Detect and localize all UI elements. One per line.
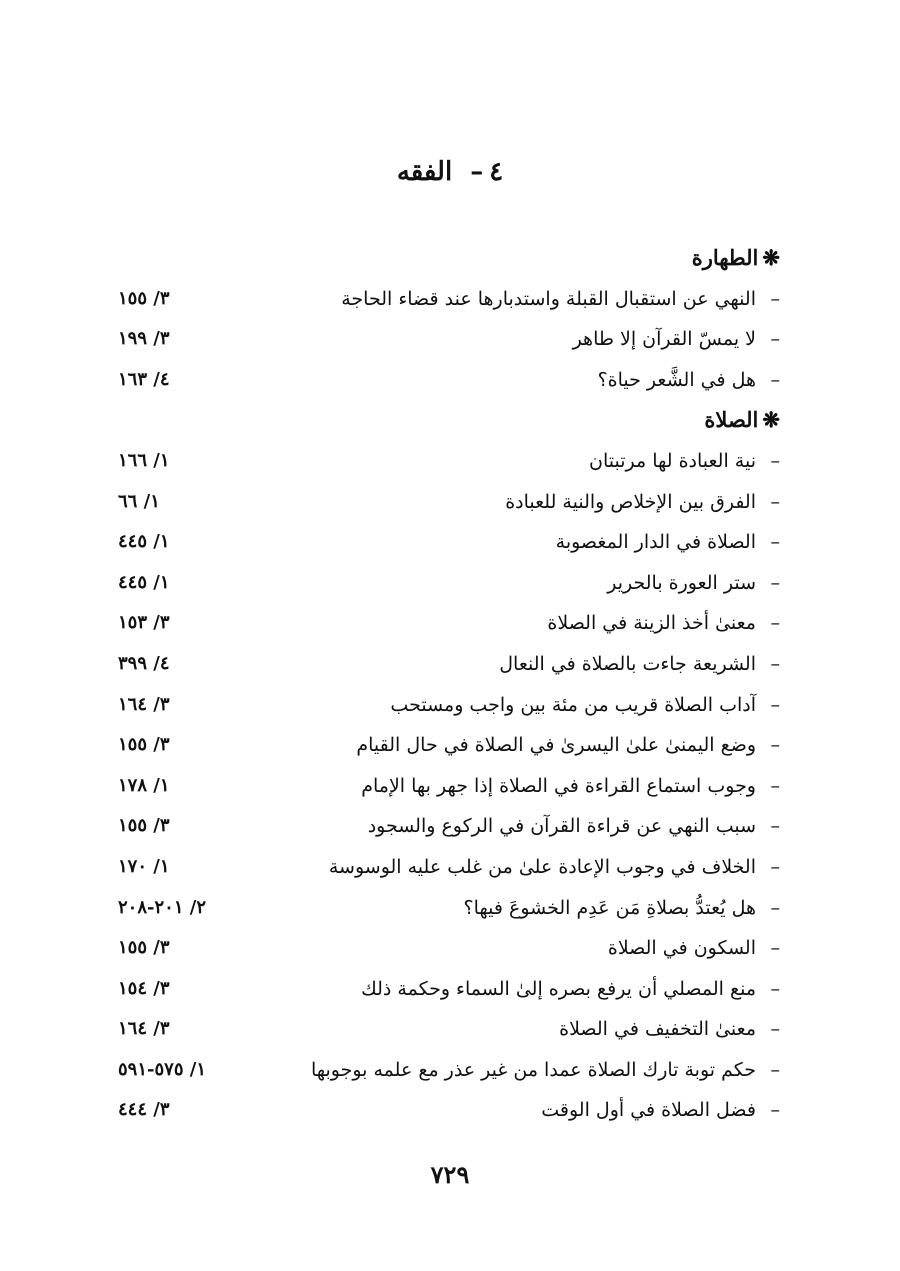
entry-text: السكون في الصلاة [607,937,756,960]
entry-reference: ٢/ ٢٠١-٢٠٨ [118,896,207,918]
entry-reference: ٣/ ١٥٤ [118,977,170,999]
chapter-title [0,152,900,192]
entry-reference: ٣/ ١٩٩ [118,328,170,350]
entry-dash: – [770,815,780,838]
index-entry [118,766,780,807]
entry-dash: – [770,774,780,797]
entry-reference: ٤/ ١٦٣ [118,368,170,390]
entry-reference: ١/ ١٦٦ [118,449,170,471]
entry-reference: ١/ ١٧٠ [118,855,170,877]
entry-dash: – [770,1018,780,1041]
chapter-number: ٤ [489,157,504,187]
index-entry [118,279,780,320]
index-entry [118,522,780,563]
entry-dash: – [770,531,780,554]
entry-reference: ٣/ ١٦٤ [118,693,170,715]
entry-reference: ٣/ ٤٤٤ [118,1099,170,1121]
entry-reference: ٤/ ٣٩٩ [118,652,170,674]
entry-text: فضل الصلاة في أول الوقت [541,1099,756,1122]
entry-reference: ٣/ ١٥٣ [118,612,170,634]
index-entry [118,482,780,523]
index-entry [118,563,780,604]
entry-reference: ٣/ ١٥٥ [118,815,170,837]
entry-dash: – [770,328,780,351]
index-entry [118,319,780,360]
entry-dash: – [770,652,780,675]
entry-text: الصلاة في الدار المغصوبة [555,531,756,554]
index-entry [118,360,780,401]
entry-dash: – [770,1099,780,1122]
entry-dash: – [770,937,780,960]
page-number: ٧٢٩ [430,1160,470,1189]
entry-text: الفرق بين الإخلاص والنية للعبادة [505,490,756,513]
index-entry [118,1090,780,1131]
index-entry [118,603,780,644]
entry-text: هل يُعتدُّ بصلاةِ مَن عَدِم الخشوعَ فيها؟ [463,896,756,919]
entry-text: آداب الصلاة قريب من مئة بين واجب ومستحب [390,693,756,716]
entry-dash: – [770,896,780,919]
entry-reference: ١/ ٤٤٥ [118,571,170,593]
entry-dash: – [770,449,780,472]
entry-text: حكم توبة تارك الصلاة عمدا من غير عذر مع علمه بوجوبها [310,1058,756,1081]
entry-dash: – [770,693,780,716]
entry-reference: ١/ ٤٤٥ [118,531,170,553]
index-entry [118,888,780,929]
entry-text: معنىٰ التخفيف في الصلاة [559,1018,756,1041]
entry-text: سبب النهي عن قراءة القرآن في الركوع والسجود [367,815,756,838]
chapter-name: الفقه [396,157,453,187]
section-heading-text: الطهارة [691,245,759,270]
section-heading [118,400,780,441]
entry-text: الشريعة جاءت بالصلاة في النعال [499,652,756,675]
entry-text: نية العبادة لها مرتبتان [589,449,756,472]
index-entry [118,1050,780,1091]
entry-reference: ١/ ١٧٨ [118,774,170,796]
chapter-dash: – [470,157,484,187]
entry-dash: – [770,1058,780,1081]
entry-dash: – [770,734,780,757]
entry-reference: ٣/ ١٥٥ [118,287,170,309]
entry-text: لا يمسّ القرآن إلا طاهر [572,328,756,351]
entry-reference: ١/ ٥٧٥-٥٩١ [118,1058,207,1080]
entry-text: معنىٰ أخذ الزينة في الصلاة [547,612,756,635]
entry-text: وضع اليمنىٰ علىٰ اليسرىٰ في الصلاة في حال القيام [356,734,756,757]
entry-text: منع المصلي أن يرفع بصره إلىٰ السماء وحكمة ذلك [361,977,756,1000]
index-list [118,238,780,1131]
index-entry [118,644,780,685]
index-entry [118,806,780,847]
entry-dash: – [770,977,780,1000]
entry-reference: ٣/ ١٥٥ [118,937,170,959]
index-entry [118,1009,780,1050]
entry-text: ستر العورة بالحرير [607,571,756,594]
entry-reference: ١/ ٦٦ [118,490,160,512]
index-entry [118,969,780,1010]
entry-text: النهي عن استقبال القبلة واستدبارها عند قضاء الحاجة [341,287,756,310]
asterisk-icon: ❋ [762,245,780,270]
entry-text: هل في الشَّعر حياة؟ [597,368,756,391]
entry-reference: ٣/ ١٦٤ [118,1018,170,1040]
entry-dash: – [770,612,780,635]
index-entry [118,685,780,726]
entry-dash: – [770,490,780,513]
index-entry [118,725,780,766]
entry-text: الخلاف في وجوب الإعادة علىٰ من غلب عليه الوسوسة [328,855,756,878]
index-entry [118,928,780,969]
entry-reference: ٣/ ١٥٥ [118,734,170,756]
index-entry [118,441,780,482]
entry-dash: – [770,287,780,310]
entry-dash: – [770,855,780,878]
entry-dash: – [770,368,780,391]
asterisk-icon: ❋ [762,407,780,433]
entry-text: وجوب استماع القراءة في الصلاة إذا جهر بها الإمام [361,774,756,797]
index-entry [118,847,780,888]
section-heading [118,238,780,279]
section-heading-text: الصلاة [704,407,759,433]
entry-dash: – [770,571,780,594]
